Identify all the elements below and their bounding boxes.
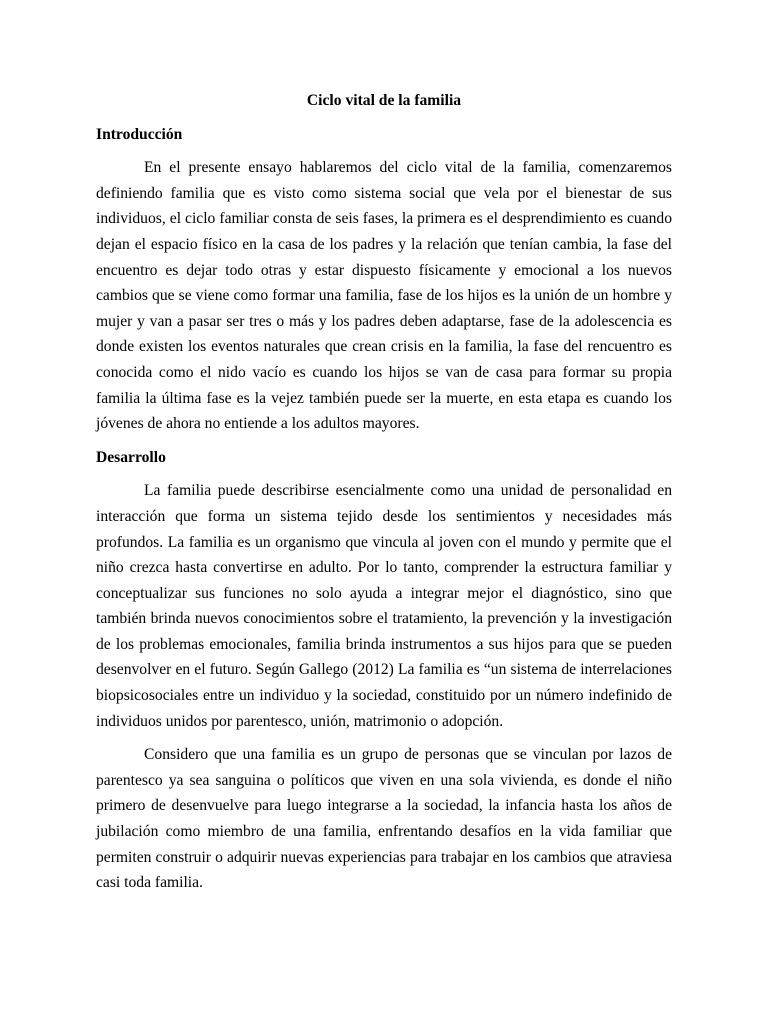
section-heading-desarrollo: Desarrollo xyxy=(96,448,166,466)
document-title: Ciclo vital de la familia xyxy=(306,92,462,109)
intro-paragraph: En el presente ensayo hablaremos del ciclo vital de la familia, comenzaremos definiendo familia que es visto como sistema social que vela por el bienestar de sus individuos, el ciclo familiar consta de seis fases, la primera es el desprendimiento es cuando dejan el espacio físico en la casa de los padres y la relación que tenían cambia, la fase del encuentro es dejar todo otras y estar dispuesto físicamente y emocional a los nuevos cambios que se viene como formar una familia, fase de los hijos es la unión de un hombre y mujer y van a pasar ser tres o más y los padres deben adaptarse, fase de la adolescencia es donde existen los eventos naturales que crean crisis en la familia, la fase del rencuentro es conocida como el nido vacío es cuando los hijos se van de casa para formar su propia familia la última fase es la vejez también puede ser la muerte, en esta etapa es cuando los jóvenes de ahora no entiende a los adultos mayores. xyxy=(96,159,672,433)
development-paragraph-1: La familia puede describirse esencialmente como una unidad de personalidad en interacción que forma un sistema tejido desde los sentimientos y necesidades más profundos. La familia es un organismo que vincula al joven con el mundo y permite que el niño crezca hasta convertirse en adulto. Por lo tanto, comprender la estructura familiar y conceptualizar sus funciones no solo ayuda a integrar mejor el diagnóstico, sino que también brinda nuevos conocimientos sobre el tratamiento, la prevención y la investigación de los problemas emocionales, familia brinda instrumentos a sus hijos para que se pueden desenvolver en el futuro. Según Gallego (2012) La familia es “un sistema de interrelaciones biopsicosociales entre un individuo y la sociedad, constituido por un número indefinido de individuos unidos por parentesco, unión, matrimonio o adopción. xyxy=(96,482,672,730)
section-heading-introduccion: Introducción xyxy=(96,125,183,143)
document-body xyxy=(96,88,672,904)
development-paragraph-2: Considero que una familia es un grupo de personas que se vinculan por lazos de parentesco ya sea sanguina o políticos que viven en una sola vivienda, es donde el niño primero de desenvuelve para luego integrarse a la sociedad, la infancia hasta los años de jubilación como miembro de una familia, enfrentando desafíos en la vida familiar que permiten construir o adquirir nuevas experiencias para trabajar en los cambios que atraviesa casi toda familia. xyxy=(96,746,672,892)
